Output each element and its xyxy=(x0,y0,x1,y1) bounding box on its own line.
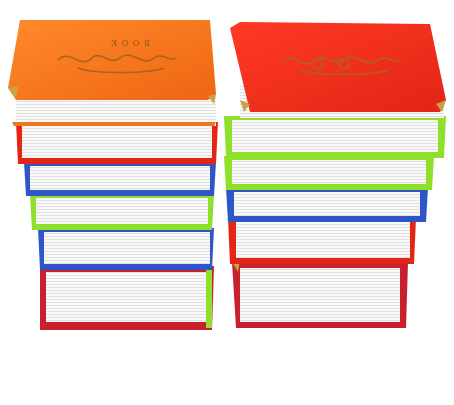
right-book-3 xyxy=(224,156,434,190)
cover-emblem-text: B O O K xyxy=(110,38,150,47)
left-book-6 xyxy=(40,266,214,330)
left-book-5 xyxy=(38,228,214,270)
left-book-3 xyxy=(24,162,216,196)
left-book-1 xyxy=(8,20,216,126)
right-book-6 xyxy=(232,260,408,328)
right-book-5 xyxy=(228,218,416,264)
left-book-4 xyxy=(30,194,214,230)
right-book-2 xyxy=(224,116,446,158)
right-book-1 xyxy=(230,22,446,118)
right-stack xyxy=(224,22,446,328)
left-book-2 xyxy=(16,122,218,164)
right-book-4 xyxy=(226,188,428,222)
left-stack xyxy=(8,20,218,330)
